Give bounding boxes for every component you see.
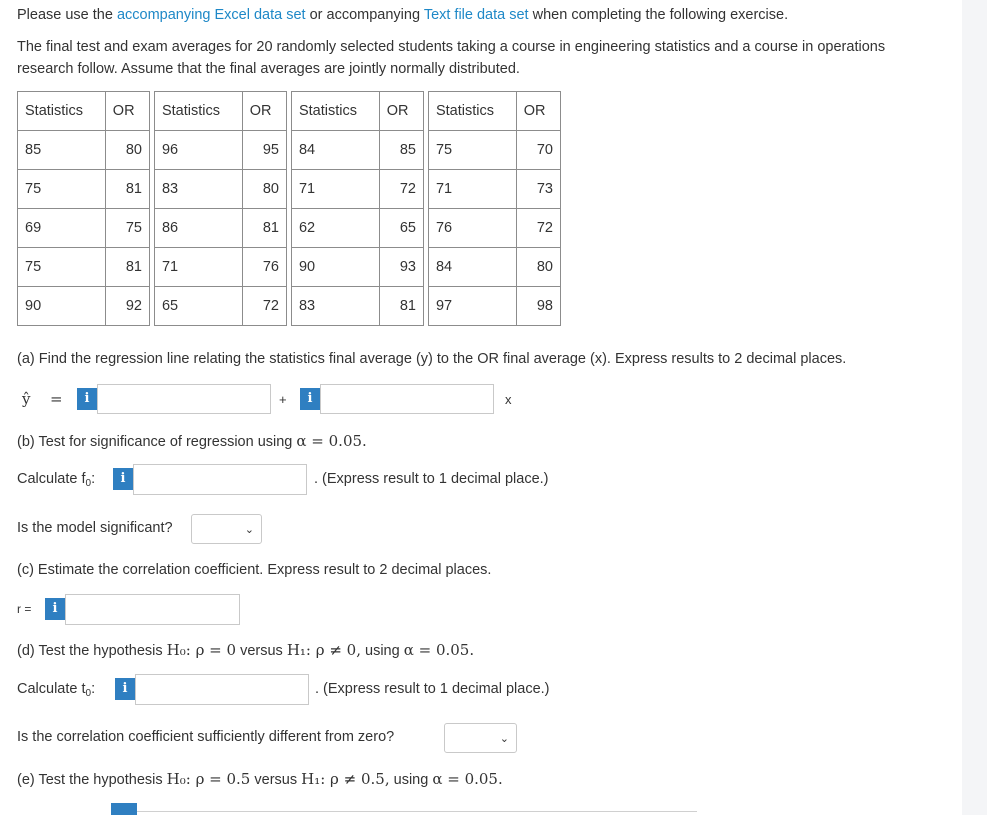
table-cell: 83	[291, 287, 379, 326]
table-cell: 75	[428, 131, 516, 170]
text-file-data-link[interactable]: Text file data set	[423, 7, 529, 23]
table-cell: 90	[18, 287, 106, 326]
table-cell: 95	[242, 131, 286, 170]
header-cell: Statistics	[291, 92, 379, 131]
table-cell: 84	[428, 248, 516, 287]
description-line-2: research follow. Assume that the final averages are jointly normally distributed.	[17, 61, 520, 77]
part-a-prompt: (a) Find the regression line relating the statistics final average (y) to the OR final average (x). Express results to 2 decimal places.	[17, 351, 847, 367]
table-cell: 76	[428, 209, 516, 248]
chevron-down-icon: ⌄	[499, 733, 509, 745]
table-row	[18, 131, 561, 170]
table-row	[18, 248, 561, 287]
table-cell: 96	[154, 131, 242, 170]
r-input[interactable]	[65, 594, 240, 625]
table-cell: 83	[154, 170, 242, 209]
f0-input[interactable]	[133, 464, 307, 495]
table-cell: 86	[154, 209, 242, 248]
chevron-down-icon: ⌄	[244, 524, 254, 536]
info-icon[interactable]: i	[115, 678, 135, 700]
info-icon-partial[interactable]	[111, 803, 137, 815]
table-cell: 81	[105, 170, 149, 209]
table-header-row	[18, 92, 561, 131]
table-cell: 81	[242, 209, 286, 248]
right-gutter	[962, 0, 987, 815]
table-cell: 75	[105, 209, 149, 248]
t0-hint: . (Express result to 1 decimal place.)	[315, 681, 550, 697]
description-line-1: The final test and exam averages for 20 randomly selected students taking a course in engineering statistics and a course in operations	[17, 39, 886, 55]
header-cell: OR	[242, 92, 286, 131]
table-cell: 71	[154, 248, 242, 287]
table-row	[18, 287, 561, 326]
correlation-different-question: Is the correlation coefficient sufficiently different from zero?	[17, 729, 395, 745]
table-cell: 80	[242, 170, 286, 209]
table-cell: 69	[18, 209, 106, 248]
info-icon[interactable]: i	[300, 388, 320, 410]
info-icon[interactable]: i	[45, 598, 65, 620]
x-label: x	[505, 392, 512, 407]
table-cell: 90	[291, 248, 379, 287]
table-cell: 80	[516, 248, 560, 287]
table-cell: 81	[379, 287, 423, 326]
table-cell: 85	[18, 131, 106, 170]
header-cell: Statistics	[428, 92, 516, 131]
table-cell: 92	[105, 287, 149, 326]
model-significant-question: Is the model significant?	[17, 520, 173, 536]
r-label: r =	[17, 602, 32, 616]
intro-line: Please use the accompanying Excel data set or accompanying Text file data set when completing the following exercise.	[17, 7, 789, 23]
table-cell: 72	[379, 170, 423, 209]
correlation-different-select[interactable]	[444, 723, 517, 753]
part-c-prompt: (c) Estimate the correlation coefficient. Express result to 2 decimal places.	[17, 562, 492, 578]
plus-sign: +	[279, 392, 287, 407]
next-row-partial	[137, 811, 697, 816]
header-cell: OR	[379, 92, 423, 131]
header-cell: Statistics	[18, 92, 106, 131]
header-cell: Statistics	[154, 92, 242, 131]
table-cell: 72	[242, 287, 286, 326]
t0-label: Calculate $t_0$:	[17, 681, 96, 699]
part-d-prompt: (d) Test the hypothesis H₀: ρ = 0 versus H₁: ρ ≠ 0, using α = 0.05.	[17, 641, 475, 659]
table-cell: 81	[105, 248, 149, 287]
table-cell: 62	[291, 209, 379, 248]
table-cell: 72	[516, 209, 560, 248]
table-cell: 75	[18, 248, 106, 287]
table-cell: 65	[379, 209, 423, 248]
table-cell: 93	[379, 248, 423, 287]
table-cell: 70	[516, 131, 560, 170]
header-cell: OR	[516, 92, 560, 131]
model-significant-select[interactable]	[191, 514, 262, 544]
yhat-symbol: ŷ	[22, 390, 31, 408]
table-row	[18, 170, 561, 209]
table-cell: 98	[516, 287, 560, 326]
slope-input[interactable]	[320, 384, 494, 414]
table-cell: 85	[379, 131, 423, 170]
t0-input[interactable]	[135, 674, 309, 705]
table-cell: 65	[154, 287, 242, 326]
table-cell: 80	[105, 131, 149, 170]
f0-label: Calculate $f_0$:	[17, 471, 96, 489]
header-cell: OR	[105, 92, 149, 131]
part-b-prompt: (b) Test for significance of regression using α = 0.05.	[17, 432, 367, 450]
data-table	[17, 91, 561, 326]
info-icon[interactable]: i	[77, 388, 97, 410]
table-cell: 71	[291, 170, 379, 209]
table-cell: 71	[428, 170, 516, 209]
f0-hint: . (Express result to 1 decimal place.)	[314, 471, 549, 487]
table-row	[18, 209, 561, 248]
table-cell: 76	[242, 248, 286, 287]
equals-sign: =	[50, 390, 63, 408]
table-cell: 75	[18, 170, 106, 209]
intercept-input[interactable]	[97, 384, 271, 414]
excel-data-link[interactable]: accompanying Excel data set	[116, 7, 306, 23]
table-cell: 73	[516, 170, 560, 209]
info-icon[interactable]: i	[113, 468, 133, 490]
part-e-prompt: (e) Test the hypothesis H₀: ρ = 0.5 versus H₁: ρ ≠ 0.5, using α = 0.05.	[17, 770, 503, 788]
table-cell: 84	[291, 131, 379, 170]
table-cell: 97	[428, 287, 516, 326]
